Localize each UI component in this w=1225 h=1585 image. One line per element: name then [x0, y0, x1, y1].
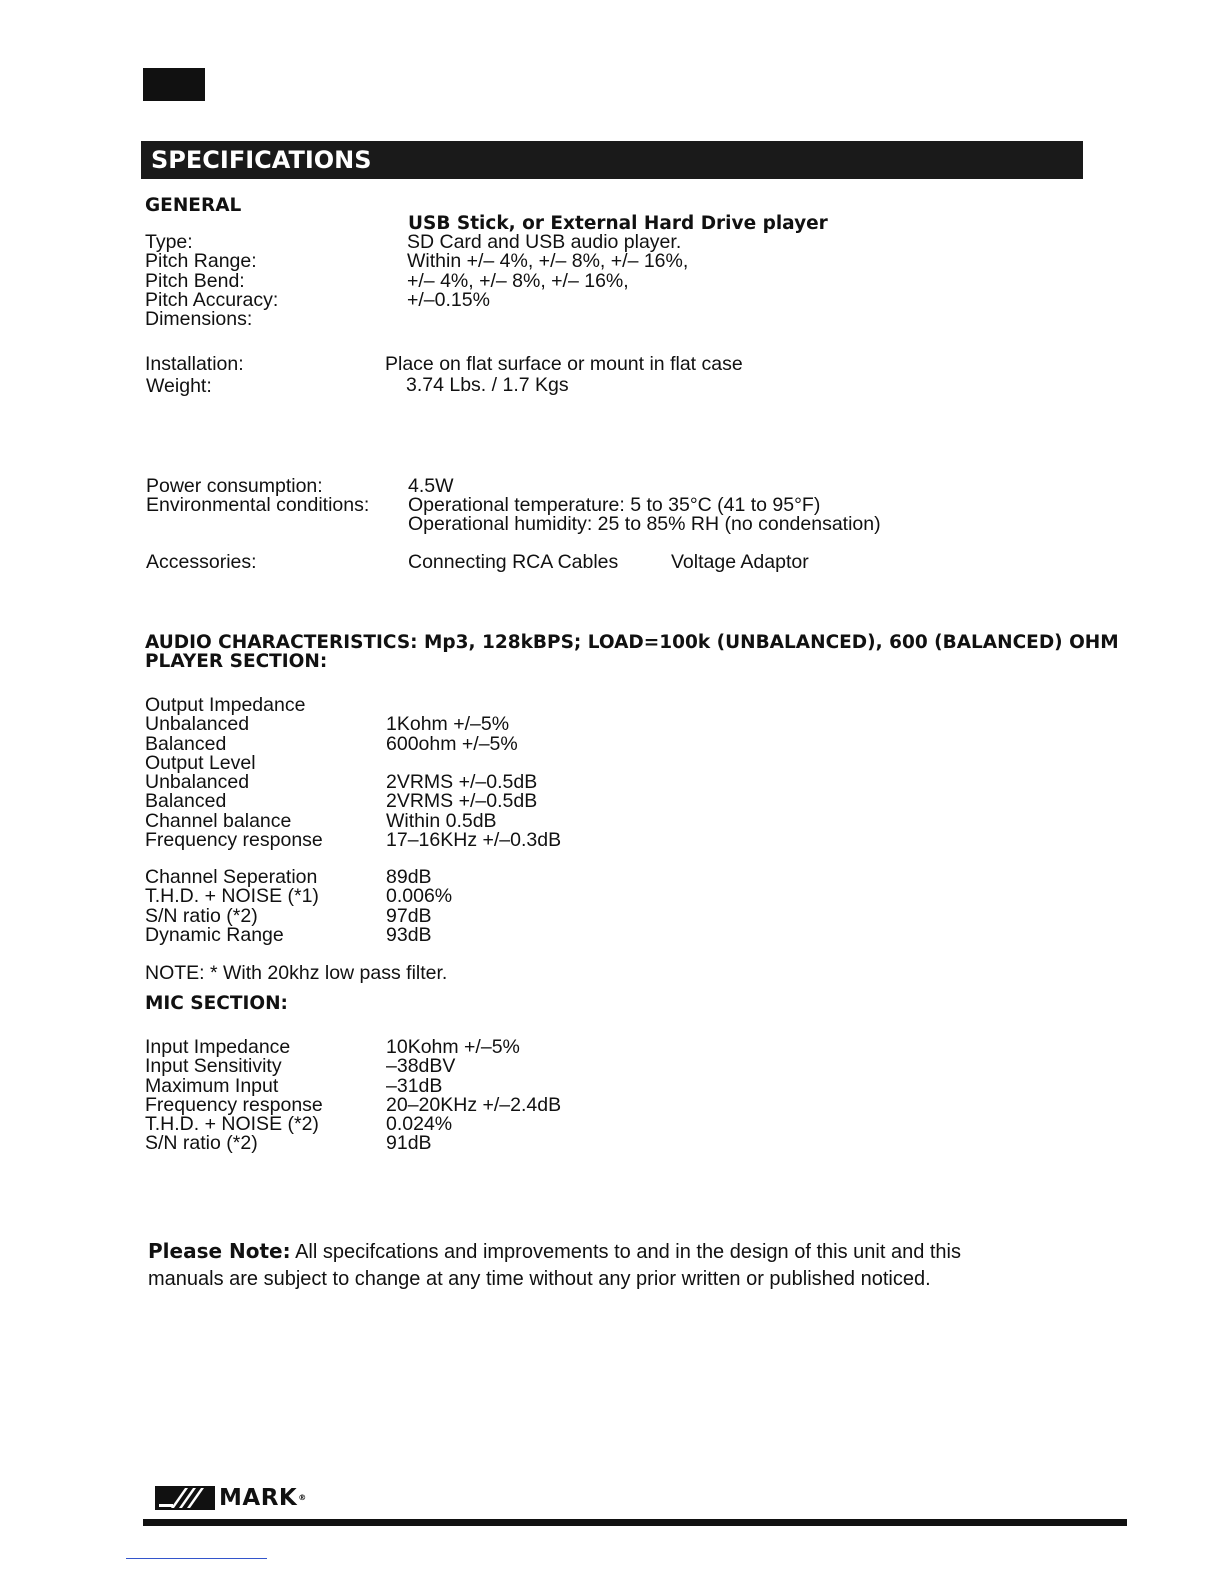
installation-value: Place on flat surface or mount in flat case: [385, 353, 743, 375]
please-note-paragraph: [148, 1238, 1028, 1292]
general-subtitle: USB Stick, or External Hard Drive player: [408, 213, 828, 234]
installation-label: Installation:: [145, 353, 244, 375]
spec-value: +/– 4%, +/– 8%, +/– 16%,: [407, 269, 629, 292]
spec-value: 600ohm +/–5%: [386, 732, 518, 755]
please-note-label: Please Note:: [148, 1239, 291, 1263]
environment-value-temperature: Operational temperature: 5 to 35°C (41 to 95°F): [408, 494, 821, 516]
spec-label: Input Impedance: [145, 1036, 291, 1058]
spec-label: Channel balance: [145, 809, 292, 832]
spec-label: Output Impedance: [145, 694, 306, 716]
spec-label: Type:: [145, 231, 193, 253]
player-values-2: [386, 868, 452, 945]
spec-value: 93dB: [386, 923, 432, 946]
weight-value: 3.74 Lbs. / 1.7 Kgs: [406, 374, 569, 396]
spec-value: +/–0.15%: [407, 288, 490, 311]
spec-label: Pitch Range:: [145, 250, 257, 273]
spec-value: Within 0.5dB: [386, 809, 497, 832]
please-note-text: All specifcations and improvements to and in the design of this unit and this manuals are subject to change at any time without any prior written or published noticed.: [148, 1241, 961, 1290]
spec-value: 0.024%: [386, 1113, 453, 1136]
spec-value: 89dB: [386, 866, 432, 888]
spec-label: Output Level: [145, 751, 256, 774]
player-labels-2: [145, 868, 319, 945]
spec-value: 2VRMS +/–0.5dB: [386, 771, 538, 794]
mark-logo: [155, 1486, 307, 1510]
spec-value: 1Kohm +/–5%: [386, 713, 510, 736]
spec-label: Dynamic Range: [145, 923, 284, 946]
footer-rule: [143, 1519, 1127, 1526]
general-labels: [145, 233, 278, 329]
spec-label: Frequency response: [145, 1093, 323, 1116]
mic-values: [386, 1038, 561, 1154]
section-title-bar: [141, 141, 1083, 179]
weight-label: Weight:: [146, 375, 212, 397]
audio-characteristics-heading: AUDIO CHARACTERISTICS: Mp3, 128kBPS; LOAD=100k (UNBALANCED), 600 (BALANCED) OHM: [145, 632, 1119, 653]
spec-label: Channel Seperation: [145, 866, 318, 888]
power-value: 4.5W: [408, 475, 454, 497]
registered-mark: ®: [298, 1493, 307, 1502]
environment-label: Environmental conditions:: [146, 494, 370, 516]
accessories-label: Accessories:: [146, 551, 257, 573]
accessory-rca-cables: Connecting RCA Cables: [408, 551, 619, 573]
spec-label: S/N ratio (*2): [145, 1132, 258, 1155]
mark-logo-text: [219, 1486, 307, 1510]
mic-labels: [145, 1038, 323, 1154]
spec-value: [407, 310, 688, 329]
power-label: Power consumption:: [146, 475, 323, 497]
mark-logo-icon: [155, 1486, 215, 1510]
spec-value: –38dBV: [386, 1055, 456, 1078]
spec-value: 97dB: [386, 904, 432, 927]
player-values: [386, 696, 561, 850]
mic-section-heading: MIC SECTION:: [145, 993, 288, 1014]
general-values: [407, 233, 688, 329]
spec-value: SD Card and USB audio player.: [407, 231, 682, 253]
environment-value-humidity: Operational humidity: 25 to 85% RH (no condensation): [408, 513, 881, 535]
spec-label: Balanced: [145, 790, 227, 813]
filter-note: NOTE: * With 20khz low pass filter.: [145, 962, 448, 984]
spec-label: Unbalanced: [145, 713, 250, 736]
spec-label: Pitch Accuracy:: [145, 288, 279, 311]
spec-value: 91dB: [386, 1132, 432, 1155]
general-heading: GENERAL: [145, 195, 242, 216]
player-labels: [145, 696, 323, 850]
spec-label: Unbalanced: [145, 771, 250, 794]
spec-value: –31dB: [386, 1074, 443, 1097]
spec-value: 20–20KHz +/–2.4dB: [386, 1093, 562, 1116]
spec-label: Dimensions:: [145, 308, 253, 331]
spec-value: Within +/– 4%, +/– 8%, +/– 16%,: [407, 250, 689, 273]
spec-value: 0.006%: [386, 885, 453, 908]
accessory-voltage-adaptor: Voltage Adaptor: [671, 551, 809, 573]
spec-value: 17–16KHz +/–0.3dB: [386, 829, 562, 852]
spec-value: 2VRMS +/–0.5dB: [386, 790, 538, 813]
spec-label: Frequency response: [145, 829, 323, 852]
spec-label: Maximum Input: [145, 1074, 279, 1097]
spec-label: Input Sensitivity: [145, 1055, 282, 1078]
spec-label: Balanced: [145, 732, 227, 755]
spec-label: Pitch Bend:: [145, 269, 245, 292]
brand-name: MARK: [219, 1485, 298, 1511]
section-title: SPECIFICATIONS: [151, 146, 372, 174]
spec-value: 10Kohm +/–5%: [386, 1036, 520, 1058]
link-underline: [126, 1558, 267, 1559]
spec-label: T.H.D. + NOISE (*2): [145, 1113, 319, 1136]
spec-label: S/N ratio (*2): [145, 904, 258, 927]
spec-label: T.H.D. + NOISE (*1): [145, 885, 319, 908]
page-corner-tab: [143, 68, 205, 101]
player-section-heading: PLAYER SECTION:: [145, 651, 328, 672]
